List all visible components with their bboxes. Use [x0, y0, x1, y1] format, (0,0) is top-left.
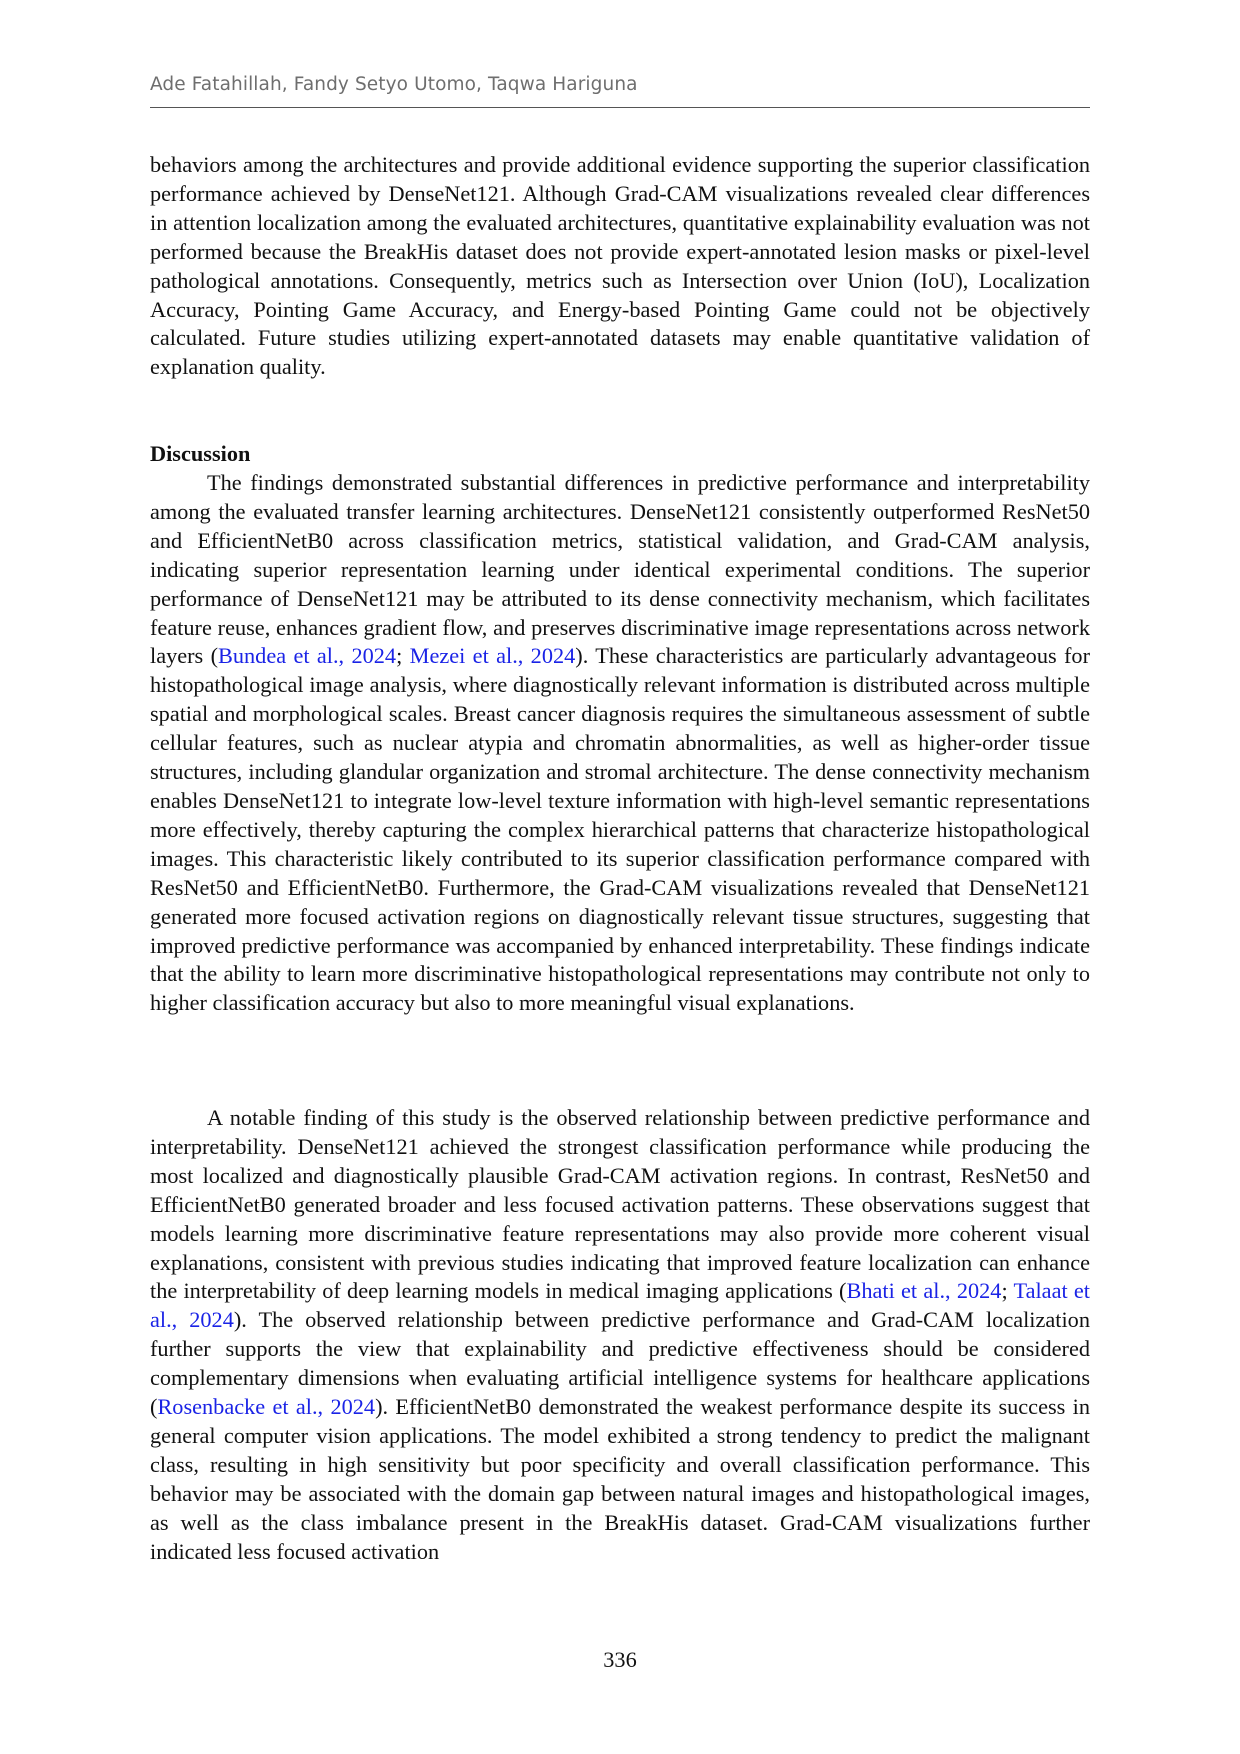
paragraph-continued: behaviors among the architectures and provide additional evidence supporting the superior classification performance achieved by DenseNet121. Although Grad-CAM visualizations revealed clear differences in attention localization among the evaluated architectures, quantitative explainability evaluation was not performed because the BreakHis dataset does not provide expert-annotated lesion masks or pixel-level pathological annotations. Consequently, metrics such as Intersection over Union (IoU), Localization Accuracy, Pointing Game Accuracy, and Energy-based Pointing Game could not be objectively calculated. Future studies utilizing expert-annotated datasets may enable quantitative validation of explanation quality.	[150, 152, 1090, 380]
citation-link-talaat[interactable]: Talaat et al., 2024	[150, 1278, 1090, 1333]
paragraph-text: ). These characteristics are particularly advantageous for histopathological image analysis, where diagnostically relevant information is distributed across multiple spatial and morphological scales. Breast cancer diagnosis requires the simultaneous assessment of subtle cellular features, such as nuclear atypia and chromatin abnormalities, as well as higher-order tissue structures, including glandular organization and stromal architecture. The dense connectivity mechanism enables DenseNet121 to integrate low-level texture information with high-level semantic representations more effectively, thereby capturing the complex hierarchical patterns that characterize histopathological images. This characteristic likely contributed to its superior classification performance compared with ResNet50 and EfficientNetB0. Furthermore, the Grad-CAM visualizations revealed that DenseNet121 generated more focused activation regions on diagnostically relevant tissue structures, suggesting that improved predictive performance was accompanied by enhanced interpretability. These findings indicate that the ability to learn more discriminative histopathological representations may contribute not only to higher classification accuracy but also to more meaningful visual explanations.	[150, 643, 1090, 1016]
header-divider	[150, 107, 1090, 108]
running-header-authors: Ade Fatahillah, Fandy Setyo Utomo, Taqwa Hariguna	[150, 74, 638, 95]
citation-link-mezei[interactable]: Mezei et al., 2024	[409, 643, 576, 669]
paragraph-text: The findings demonstrated substantial differences in predictive performance and interpretability among the evaluated transfer learning architectures. DenseNet121 consistently outperformed ResNet50 and EfficientNetB0 across classification metrics, statistical validation, and Grad-CAM analysis, indicating superior representation learning under identical experimental conditions. The superior performance of DenseNet121 may be attributed to its dense connectivity mechanism, which facilitates feature reuse, enhances gradient flow, and preserves discriminative image representations across network layers (	[150, 470, 1090, 669]
citation-separator: ;	[1001, 1278, 1014, 1304]
page-number: 336	[603, 1647, 637, 1672]
paragraph-text: ). EfficientNetB0 demonstrated the weakest performance despite its success in general computer vision applications. The model exhibited a strong tendency to predict the malignant class, resulting in high sensitivity but poor specificity and overall classification performance. This behavior may be associated with the domain gap between natural images and histopathological images, as well as the class imbalance present in the BreakHis dataset. Grad-CAM visualizations further indicated less focused activation	[150, 1394, 1090, 1564]
citation-link-bundea[interactable]: Bundea et al., 2024	[218, 643, 397, 669]
discussion-paragraph-2	[150, 1104, 1090, 1567]
paragraph-text: ). The observed relationship between predictive performance and Grad-CAM localization further supports the view that explainability and predictive effectiveness should be considered complementary dimensions when evaluating artificial intelligence systems for healthcare applications (	[150, 1307, 1090, 1420]
citation-separator: ;	[396, 643, 410, 669]
citation-link-rosenbacke[interactable]: Rosenbacke et al., 2024	[157, 1394, 376, 1420]
paragraph-text: A notable finding of this study is the observed relationship between predictive performance and interpretability. DenseNet121 achieved the strongest classification performance while producing the most localized and diagnostically plausible Grad-CAM activation regions. In contrast, ResNet50 and EfficientNetB0 generated broader and less focused activation patterns. These observations suggest that models learning more discriminative feature representations may also provide more coherent visual explanations, consistent with previous studies indicating that improved feature localization can enhance the interpretability of deep learning models in medical imaging applications (	[150, 1105, 1090, 1304]
discussion-paragraph-1	[150, 469, 1090, 1018]
section-heading-discussion: Discussion	[150, 441, 251, 466]
citation-link-bhati[interactable]: Bhati et al., 2024	[846, 1278, 1002, 1304]
